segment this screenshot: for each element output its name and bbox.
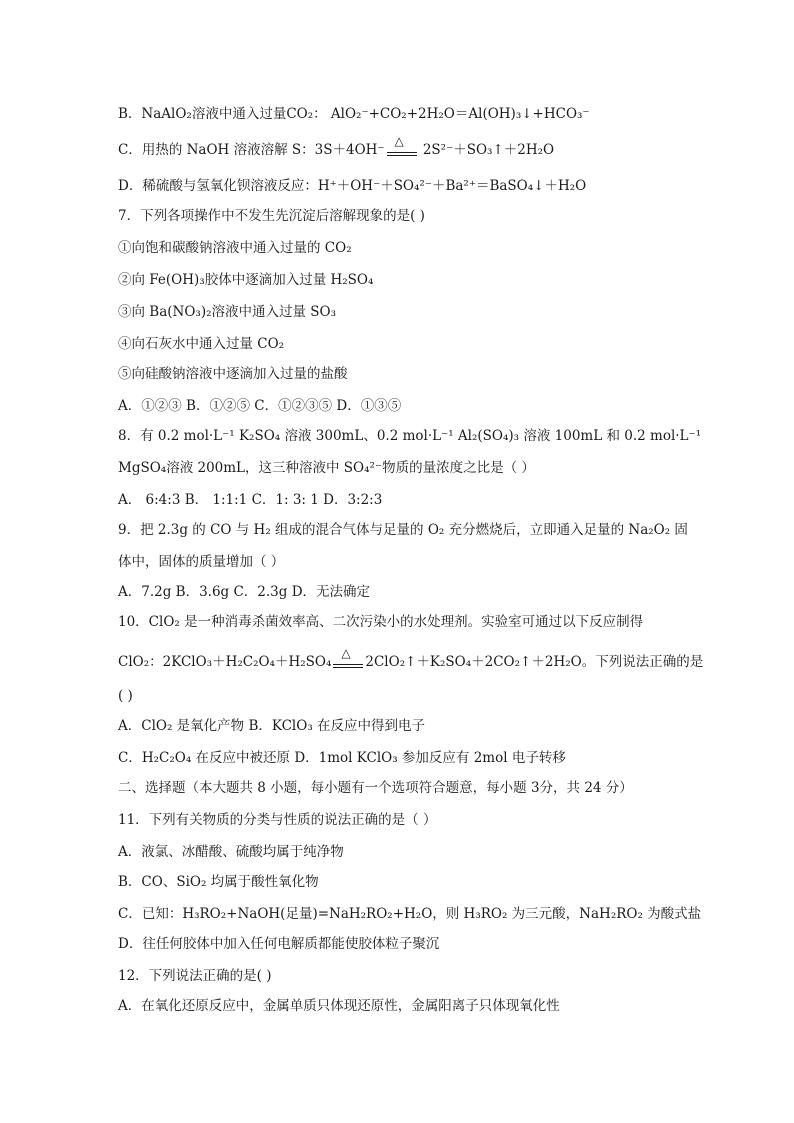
question-10-line-3: ( ) xyxy=(118,688,133,704)
question-12: 12．下列说法正确的是( ) xyxy=(118,968,272,984)
q8-options: A． 6:4:3 B． 1:1:1 C．1: 3: 1 D．3:2:3 xyxy=(118,492,383,508)
option-c-naoh-lhs: C．用热的 NaOH 溶液溶解 S：3S＋4OH⁻ xyxy=(118,142,385,158)
q12-option-a: A．在氧化还原反应中，金属单质只体现还原性，金属阳离子只体现氧化性 xyxy=(118,998,560,1014)
q7-item-1: ①向饱和碳酸钠溶液中通入过量的 CO₂ xyxy=(118,240,352,256)
option-c-naoh xyxy=(118,133,684,161)
q7-item-5: ⑤向硅酸钠溶液中逐滴加入过量的盐酸 xyxy=(118,366,348,382)
q11-option-c: C．已知：H₃RO₂+NaOH(足量)=NaH₂RO₂+H₂O，则 H₃RO₂ 为三元酸，NaH₂RO₂ 为酸式盐 xyxy=(118,906,702,922)
q10-options-ab: A．ClO₂ 是氧化产物 B．KClO₃ 在反应中得到电子 xyxy=(118,718,426,734)
section-2-heading: 二、选择题（本大题共 8 小题，每小题有一个选项符合题意，每小题 3分，共 24 分） xyxy=(118,780,633,796)
q10-options-cd: C．H₂C₂O₄ 在反应中被还原 D．1mol KClO₃ 参加反应有 2mol 电子转移 xyxy=(118,750,566,766)
q7-options: A．①②③ B．①②⑤ C．①②③⑤ D．①③⑤ xyxy=(118,398,402,414)
q7-item-4: ④向石灰水中通入过量 CO₂ xyxy=(118,336,285,352)
question-10-line-2 xyxy=(118,645,704,673)
q11-option-a: A．液氯、冰醋酸、硫酸均属于纯净物 xyxy=(118,844,344,860)
question-9-line-2: 体中，固体的质量增加（ ） xyxy=(118,554,285,570)
heat-equals-icon: △ xyxy=(331,653,365,673)
question-8-line-2: MgSO₄溶液 200mL，这三种溶液中 SO₄²⁻物质的量浓度之比是（ ） xyxy=(118,460,535,476)
q10-reaction-rhs: 2ClO₂↑＋K₂SO₄＋2CO₂↑＋2H₂O。下列说法正确的是 xyxy=(365,654,704,670)
q11-option-d: D．往任何胶体中加入任何电解质都能使胶体粒子聚沉 xyxy=(118,936,440,952)
option-d-h2so4: D．稀硫酸与氢氧化钡溶液反应：H⁺＋OH⁻＋SO₄²⁻＋Ba²⁺＝BaSO₄↓＋H₂O xyxy=(118,178,587,194)
q9-options: A．7.2g B．3.6g C．2.3g D．无法确定 xyxy=(118,584,371,600)
q11-option-b: B．CO、SiO₂ 均属于酸性氧化物 xyxy=(118,874,319,890)
question-9-line-1: 9．把 2.3g 的 CO 与 H₂ 组成的混合气体与足量的 O₂ 充分燃烧后，立即通入足量的 Na₂O₂ 固 xyxy=(118,522,688,538)
question-11: 11．下列有关物质的分类与性质的说法正确的是（ ） xyxy=(118,812,437,828)
heat-equals-icon: △ xyxy=(385,141,419,161)
q7-item-2: ②向 Fe(OH)₃胶体中逐滴加入过量 H₂SO₄ xyxy=(118,272,374,288)
option-c-naoh-rhs: 2S²⁻＋SO₃↑＋2H₂O xyxy=(418,142,555,158)
option-b-naalo2: B．NaAlO₂溶液中通入过量CO₂： AlO₂⁻+CO₂+2H₂O＝Al(OH)₃↓+HCO₃⁻ xyxy=(118,106,590,122)
question-10-line-1: 10．ClO₂ 是一种消毒杀菌效率高、二次污染小的水处理剂。实验室可通过以下反应制得 xyxy=(118,614,644,630)
q10-reaction-lhs: ClO₂：2KClO₃＋H₂C₂O₄＋H₂SO₄ xyxy=(118,654,332,670)
question-8-line-1: 8．有 0.2 mol·L⁻¹ K₂SO₄ 溶液 300mL、0.2 mol·L⁻¹ Al₂(SO₄)₃ 溶液 100mL 和 0.2 mol·L⁻¹ xyxy=(118,428,702,444)
q7-item-3: ③向 Ba(NO₃)₂溶液中通入过量 SO₃ xyxy=(118,304,337,320)
question-7: 7．下列各项操作中不发生先沉淀后溶解现象的是( ) xyxy=(118,208,425,224)
